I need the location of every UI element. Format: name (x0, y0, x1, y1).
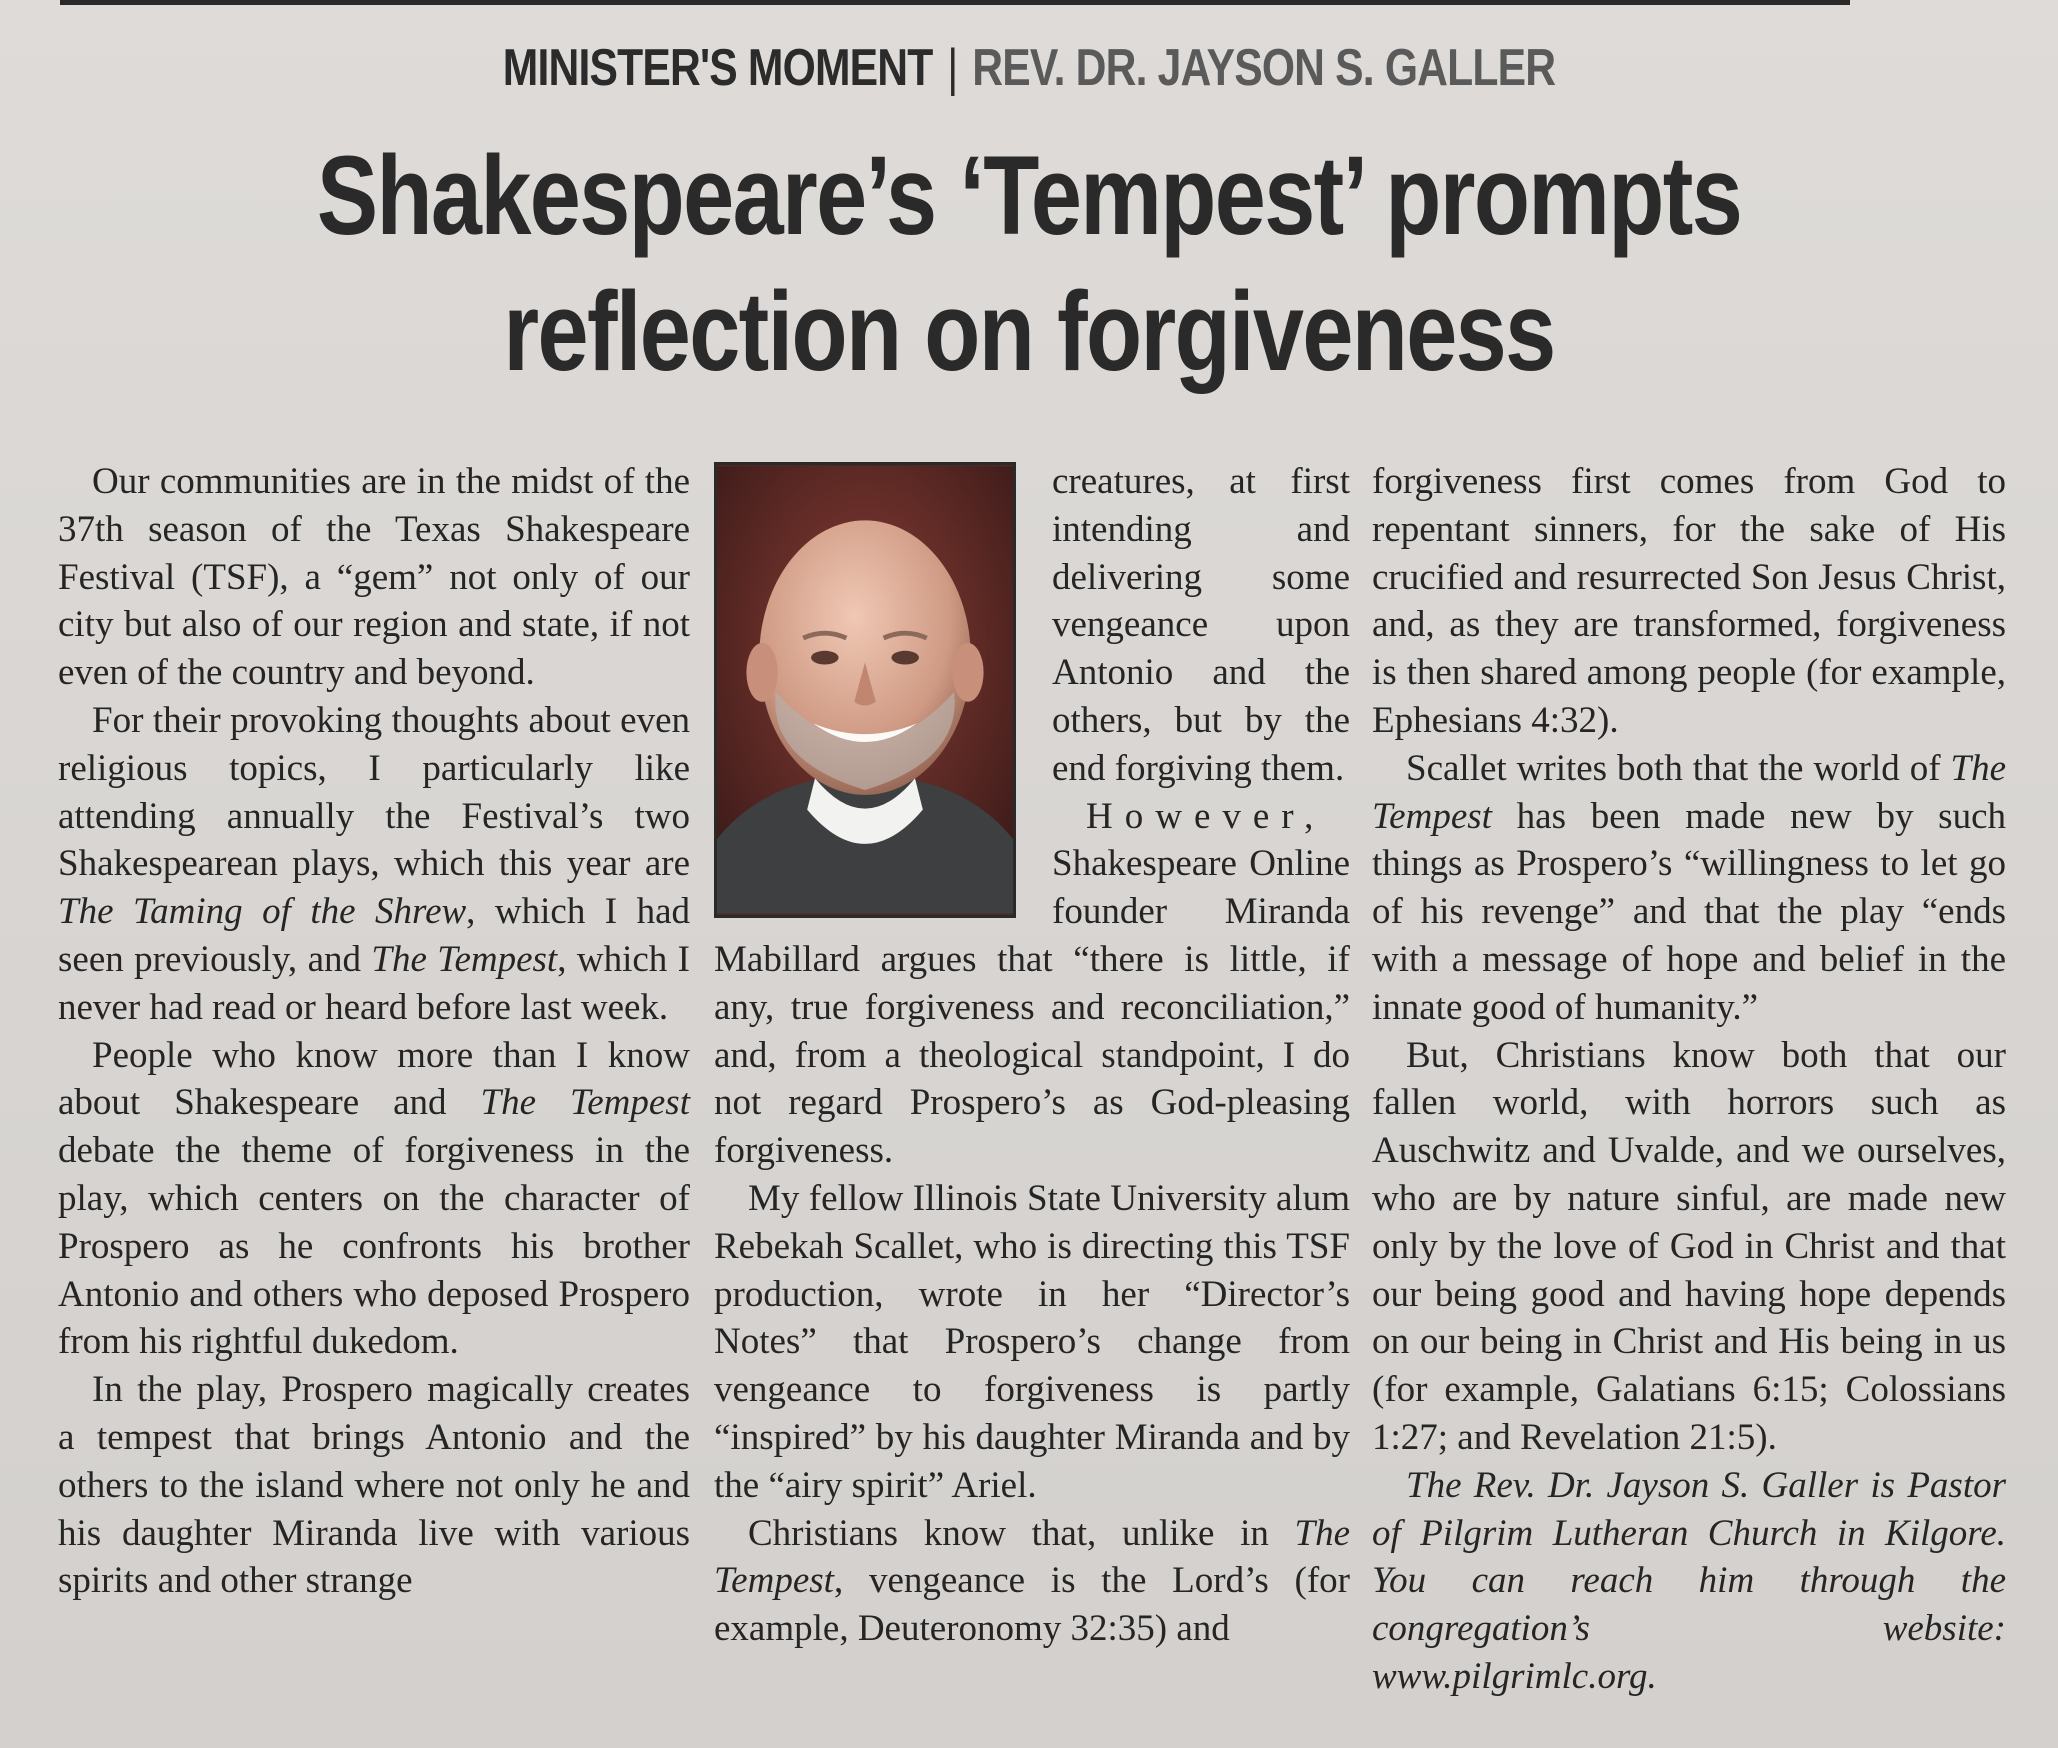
article-column-2 (714, 458, 1350, 1653)
play-title: The Tempest (714, 1512, 1350, 1602)
headline-line-2: reflection on forgiveness (503, 269, 1555, 394)
paragraph: For their provoking thoughts about even religious topics, I particularly like attending annually the Festival’s two Shakespearean plays, which this year are The Taming of the Shrew, which I had seen previously, and The Tempest, which I never had read or heard before last week. (58, 699, 690, 1028)
paragraph: People who know more than I know about Shakespeare and The Tempest debate the theme of forgiveness in the play, which centers on the character of Prospero as he confronts his brother Antonio and others who deposed Prospero from his rightful dukedom. (58, 1034, 690, 1363)
author-bio-text: The Rev. Dr. Jayson S. Galler is Pastor of Pilgrim Lutheran Church in Kilgore. You can reach him through the congregation’s website: www.pilgrimlc.org. (1372, 1464, 2006, 1697)
byline: REV. DR. JAYSON S. GALLER (972, 39, 1556, 97)
author-bio-note (1372, 1462, 2006, 1701)
play-title: The Tempest (1372, 747, 2006, 837)
paragraph: But, Christians know both that our fallen world, with horrors such as Auschwitz and Uvalde, and we ourselves, who are by nature sinful, are made new only by the love of God in Christ and that our being good and having hope depends on our being in Christ and His being in us (for example, Galatians 6:15; Colossians 1:27; and Revelation 21:5). (1372, 1034, 2006, 1458)
kicker-label: MINISTER'S MOMENT (502, 39, 933, 97)
column-kicker (185, 38, 1873, 98)
article-column-3 (1372, 458, 2006, 1701)
paragraph: Christians know that, unlike in The Tempest, vengeance is the Lord’s (for example, Deuteronomy 32:35) and (714, 1512, 1350, 1650)
paragraph: My fellow Illinois State University alum Rebekah Scallet, who is directing this TSF production, wrote in her “Director’s Notes” that Prospero’s change from vengeance to forgiveness is partly “inspired” by his daughter Miranda and by the “airy spirit” Ariel. (714, 1177, 1350, 1506)
kicker-separator: | (947, 39, 958, 97)
paragraph: Our communities are in the midst of the 37th season of the Texas Shakespeare Festival (TSF), a “gem” not only of our city but also of our region and state, if not even of the country and beyond. (58, 461, 690, 694)
author-photo (714, 462, 1016, 918)
paragraph: However, Shakespeare Online founder Miranda Mabillard argues that “there is little, if any, true forgiveness and reconciliation,” and, from a theological standpoint, I do not regard Prospero’s as God-pleasing forgiveness. (714, 795, 1350, 1172)
headline-line-1: Shakespeare’s ‘Tempest’ prompts (316, 133, 1742, 258)
paragraph: Scallet writes both that the world of The Tempest has been made new by such things as Prospero’s “willingness to let go of his revenge” and that the play “ends with a message of hope and belief in the innate good of humanity.” (1372, 747, 2006, 1028)
top-rule (60, 0, 1850, 5)
paragraph: In the play, Prospero magically creates a tempest that brings Antonio and the others to the island where not only he and his daughter Miranda live with various spirits and other strange (58, 1369, 690, 1602)
paragraph: creatures, at first intending and delivering some vengeance upon Antonio and the others, but by the end forgiving them. (1052, 461, 1350, 789)
paragraph: forgiveness first comes from God to repentant sinners, for the sake of His crucified and resurrected Son Jesus Christ, and, as they are transformed, forgiveness is then shared among people (for example, Ephesians 4:32). (1372, 461, 2006, 741)
play-title: The Tempest (480, 1082, 690, 1124)
play-title: The Tempest (371, 938, 558, 980)
play-title: The Taming of the Shrew (58, 891, 467, 933)
article-column-1 (58, 458, 690, 1605)
headline (185, 128, 1873, 400)
author-portrait-image (717, 465, 1013, 915)
